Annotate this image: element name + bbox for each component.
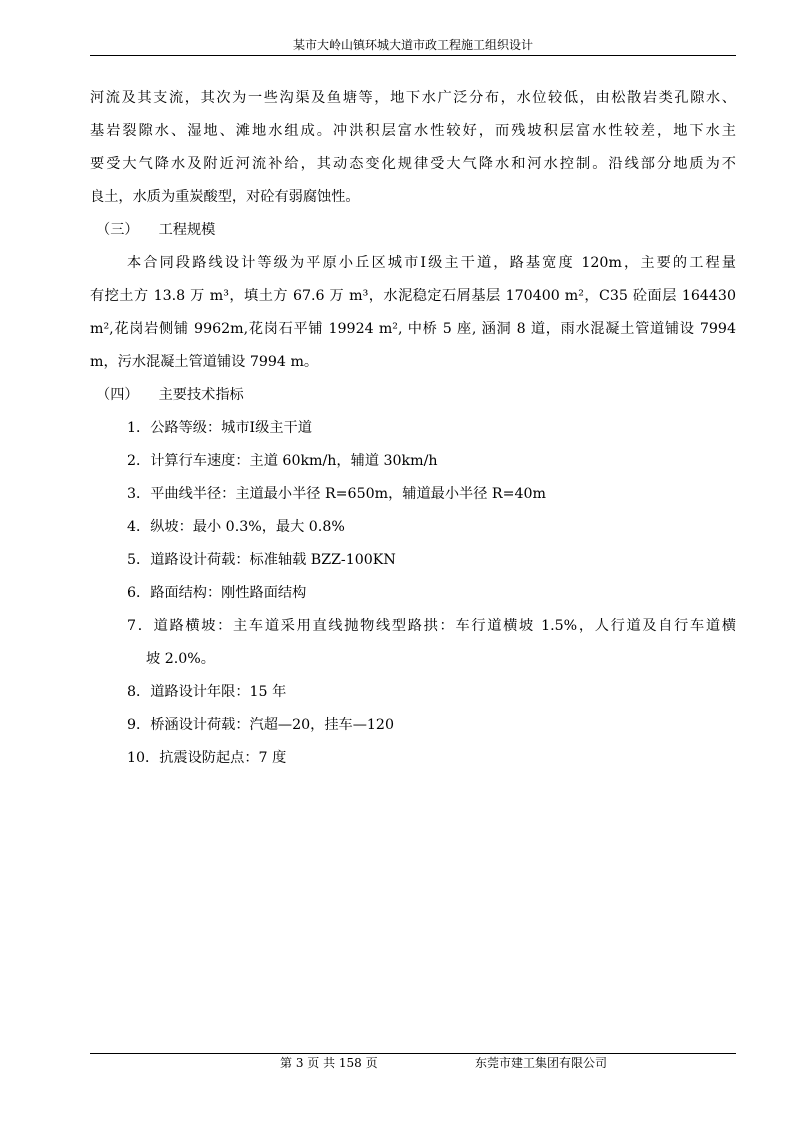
section-number: （四） [96, 387, 139, 403]
paragraph-line: 有挖土方 13.8 万 m³，填土方 67.6 万 m³，水泥稳定石屑基层 170400 m²，C35 砼面层 164430 [90, 288, 736, 304]
section-title: 工程规模 [158, 222, 216, 238]
list-item: 6．路面结构：刚性路面结构 [127, 585, 307, 601]
section-title: 主要技术指标 [158, 387, 244, 403]
document-body [90, 82, 736, 775]
list-item: 10．抗震设防起点：7 度 [127, 750, 287, 766]
page-number: 第 3 页 共 158 页 [280, 1056, 378, 1070]
section-number: （三） [96, 222, 139, 238]
list-item: 3．平曲线半径：主道最小半径 R=650m，辅道最小半径 R=40m [127, 486, 546, 502]
list-item: 4．纵坡：最小 0.3%，最大 0.8% [127, 519, 345, 535]
footer-divider [90, 1053, 736, 1054]
list-item: 8．道路设计年限：15 年 [127, 684, 287, 700]
section-heading-4 [90, 379, 736, 412]
paragraph-line: 本合同段路线设计等级为平原小丘区城市Ⅰ级主干道，路基宽度 120m，主要的工程量 [127, 255, 736, 271]
header-divider [90, 55, 736, 56]
intro-line: 良土，水质为重炭酸型，对砼有弱腐蚀性。 [90, 189, 360, 205]
paragraph-line: m²,花岗岩侧铺 9962m,花岗石平铺 19924 m², 中桥 5 座, 涵洞 8 道，雨水混凝土管道铺设 7994 [90, 321, 736, 337]
list-item: 7．道路横坡：主车道采用直线抛物线型路拱：车行道横坡 1.5%，人行道及自行车道横 [127, 618, 736, 634]
list-item: 2．计算行车速度：主道 60km/h，辅道 30km/h [127, 453, 438, 469]
list-item: 5．道路设计荷载：标准轴载 BZZ-100KN [127, 552, 396, 568]
list-item: 9．桥涵设计荷载：汽超—20，挂车—120 [127, 717, 394, 733]
intro-line: 基岩裂隙水、湿地、滩地水组成。冲洪积层富水性较好，而残坡积层富水性较差，地下水主 [90, 123, 736, 139]
page-header-title: 某市大岭山镇环城大道市政工程施工组织设计 [292, 38, 533, 52]
list-item-continuation: 坡 2.0%。 [146, 651, 215, 667]
paragraph-line: m，污水混凝土管道铺设 7994 m。 [90, 354, 319, 370]
list-item: 1．公路等级：城市Ⅰ级主干道 [127, 420, 312, 436]
intro-line: 河流及其支流，其次为一些沟渠及鱼塘等，地下水广泛分布，水位较低，由松散岩类孔隙水、 [90, 90, 736, 106]
intro-line: 要受大气降水及附近河流补给，其动态变化规律受大气降水和河水控制。沿线部分地质为不 [90, 156, 736, 172]
company-name: 东莞市建工集团有限公司 [475, 1056, 608, 1070]
section-heading-3 [90, 214, 736, 247]
